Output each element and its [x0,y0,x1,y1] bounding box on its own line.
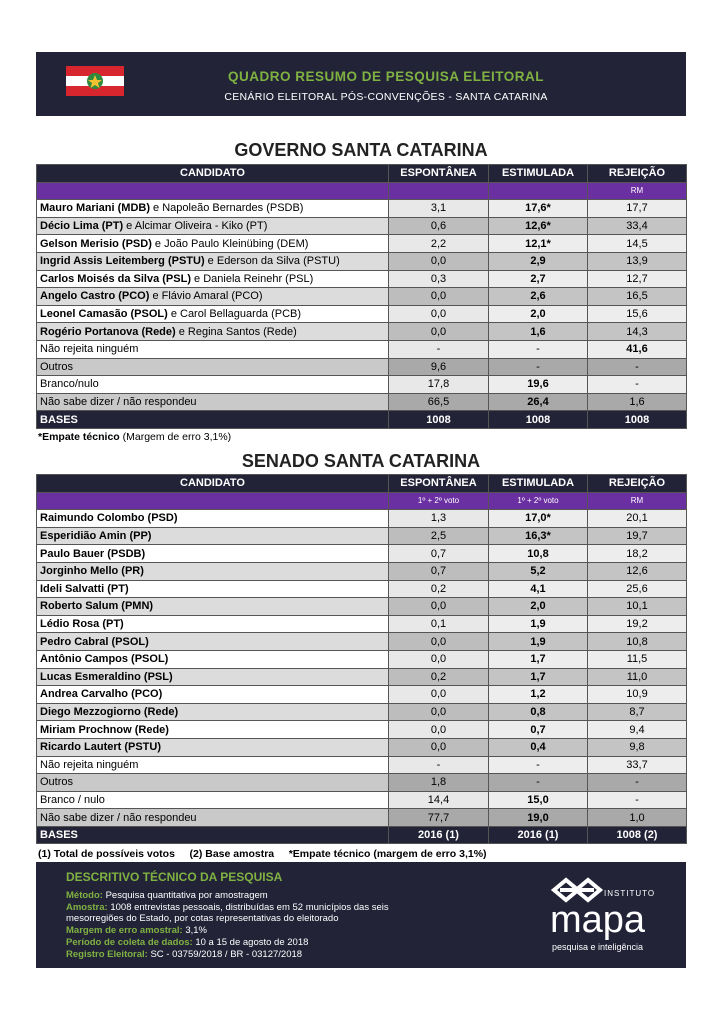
espontanea-value: 0,0 [389,686,489,704]
rejeicao-value: 10,9 [588,686,687,704]
candidate-name [37,510,389,528]
registro-line [66,949,446,960]
espontanea-value: 0,7 [389,562,489,580]
rejeicao-value: 14,3 [588,323,687,341]
table-row [37,809,687,827]
candidate-name-rest: Não rejeita ninguém [40,343,139,356]
metodo-value: Pesquisa quantitativa por amostragem [102,890,268,901]
instituto-mapa-logo [546,874,666,954]
header-candidato: CANDIDATO [37,165,389,183]
table-row [37,668,687,686]
espontanea-value: - [389,340,489,358]
senado-section-title: SENADO SANTA CATARINA [241,451,481,471]
registro-value: SC - 03759/2018 / BR - 03127/2018 [147,949,303,960]
candidate-name [37,358,389,376]
estimulada-value: - [489,774,588,792]
espontanea-value: 0,0 [389,288,489,306]
candidate-name [37,340,389,358]
candidate-name [37,580,389,598]
estimulada-value: 1,6 [489,323,588,341]
rejeicao-value: 13,9 [588,252,687,270]
espontanea-value: 0,0 [389,738,489,756]
espontanea-value: 9,6 [389,358,489,376]
candidate-name-bold: Diego Mezzogiorno (Rede) [40,706,179,719]
candidate-name [37,217,389,235]
table-row [37,774,687,792]
subheader-cell [37,492,389,510]
technical-description [36,862,686,968]
candidate-name-bold: Ideli Salvatti (PT) [40,582,129,595]
table-row [37,756,687,774]
candidate-name [37,756,389,774]
rejeicao-value: 1,6 [588,393,687,411]
rejeicao-value: 19,2 [588,615,687,633]
bases-rejeicao: 1008 (2) [588,826,687,844]
candidate-name-rest: Branco / nulo [40,793,105,806]
candidate-name-bold: Lucas Esmeraldino (PSL) [40,670,173,683]
estimulada-value: 1,7 [489,668,588,686]
candidate-name [37,703,389,721]
estimulada-value: 16,3* [489,527,588,545]
estimulada-value: 12,1* [489,235,588,253]
rejeicao-value: 9,8 [588,738,687,756]
table-row [37,288,687,306]
table-row [37,340,687,358]
estimulada-value: 1,9 [489,615,588,633]
table-row [37,358,687,376]
table-row [37,200,687,218]
candidate-name-rest: Outros [40,776,74,789]
candidate-name [37,774,389,792]
rejeicao-value: 15,6 [588,305,687,323]
espontanea-value: 66,5 [389,393,489,411]
rejeicao-value: - [588,774,687,792]
table-row [37,527,687,545]
espontanea-value: 14,4 [389,791,489,809]
candidate-name [37,686,389,704]
estimulada-value: 4,1 [489,580,588,598]
candidate-name-bold: Miriam Prochnow (Rede) [40,723,169,736]
subheader-cell: RM [588,492,687,510]
logo-small-text: INSTITUTO [604,889,656,898]
candidate-name [37,252,389,270]
candidate-name-bold: Paulo Bauer (PSDB) [40,547,146,560]
registro-key: Registro Eleitoral: [66,949,148,960]
estimulada-value: 2,0 [489,598,588,616]
logo-name: mapa [550,899,646,941]
candidate-name [37,650,389,668]
table-row [37,376,687,394]
rejeicao-value: 33,4 [588,217,687,235]
candidate-name-rest: e Flávio Amaral (PCO) [149,290,263,303]
metodo-line [66,890,446,901]
estimulada-value: 2,9 [489,252,588,270]
candidate-name-rest: Não sabe dizer / não respondeu [40,396,197,409]
amostra-value: 1008 entrevistas pessoais, distribuídas em 52 municípios das seis mesorregiões do Estado, por cotas representativas do eleitorado [66,902,389,924]
periodo-key: Período de coleta de dados: [66,937,193,948]
bases-row [37,411,687,429]
estimulada-value: 0,8 [489,703,588,721]
rejeicao-value: 25,6 [588,580,687,598]
report-subtitle: CENÁRIO ELEITORAL PÓS-CONVENÇÕES - SANTA CATARINA [224,91,548,103]
header-estimulada: ESTIMULADA [489,475,588,493]
candidate-name-rest: Outros [40,360,74,373]
rejeicao-value: 17,7 [588,200,687,218]
bases-espontanea: 1008 [389,411,489,429]
estimulada-value: 2,7 [489,270,588,288]
governo-table [36,164,687,429]
note-text: (Margem de erro 3,1%) [119,431,232,443]
header-rejeicao: REJEIÇÃO [588,165,687,183]
candidate-name-bold: Pedro Cabral (PSOL) [40,635,149,648]
rejeicao-value: 16,5 [588,288,687,306]
amostra-key: Amostra: [66,902,108,913]
candidate-name [37,738,389,756]
candidate-name-bold: Leonel Camasão (PSOL) [40,308,168,321]
table-row [37,323,687,341]
candidate-name-bold: Ingrid Assis Leitemberg (PSTU) [40,255,205,268]
candidate-name-bold: Esperidião Amin (PP) [40,530,152,543]
header-estimulada: ESTIMULADA [489,165,588,183]
subheader-cell: RM [588,182,687,200]
espontanea-value: 0,2 [389,668,489,686]
rejeicao-value: 20,1 [588,510,687,528]
table-row [37,217,687,235]
estimulada-value: 26,4 [489,393,588,411]
amostra-line [66,902,446,924]
table-row [37,721,687,739]
espontanea-value: 17,8 [389,376,489,394]
candidate-name [37,668,389,686]
table-row [37,510,687,528]
espontanea-value: 1,3 [389,510,489,528]
rejeicao-value: 11,5 [588,650,687,668]
candidate-name-rest: e João Paulo Kleinübing (DEM) [151,237,309,250]
rejeicao-value: 11,0 [588,668,687,686]
candidate-name-rest: e Napoleão Bernardes (PSDB) [150,202,304,215]
candidate-name-rest: Não sabe dizer / não respondeu [40,811,197,824]
description-title: DESCRITIVO TÉCNICO DA PESQUISA [66,870,283,884]
table-row [37,615,687,633]
espontanea-value: - [389,756,489,774]
candidate-name [37,633,389,651]
estimulada-value: 5,2 [489,562,588,580]
estimulada-value: - [489,756,588,774]
candidate-name-rest: e Regina Santos (Rede) [175,325,297,338]
rejeicao-value: 14,5 [588,235,687,253]
espontanea-value: 0,6 [389,217,489,235]
espontanea-value: 0,0 [389,305,489,323]
candidate-name-bold: Antônio Campos (PSOL) [40,653,169,666]
bases-label: BASES [37,826,389,844]
estimulada-value: 1,2 [489,686,588,704]
estimulada-value: 0,7 [489,721,588,739]
rejeicao-value: 19,7 [588,527,687,545]
senado-table-body [37,510,687,844]
bases-estimulada: 2016 (1) [489,826,588,844]
estimulada-value: 19,0 [489,809,588,827]
governo-table-body [37,200,687,429]
rejeicao-value: 9,4 [588,721,687,739]
table-row [37,791,687,809]
bases-label: BASES [37,411,389,429]
estimulada-value: - [489,358,588,376]
estimulada-value: - [489,340,588,358]
candidate-name [37,809,389,827]
candidate-name-bold: Roberto Salum (PMN) [40,600,154,613]
report-title: QUADRO RESUMO DE PESQUISA ELEITORAL [227,69,545,84]
espontanea-value: 3,1 [389,200,489,218]
espontanea-value: 2,2 [389,235,489,253]
rejeicao-value: - [588,358,687,376]
estimulada-value: 19,6 [489,376,588,394]
candidate-name-bold: Rogério Portanova (Rede) [40,325,176,338]
candidate-name-bold: Raimundo Colombo (PSD) [40,512,178,525]
table-row [37,633,687,651]
estimulada-value: 17,6* [489,200,588,218]
note-bold: *Empate técnico [38,431,120,443]
candidate-name [37,545,389,563]
candidate-name-bold: Décio Lima (PT) [40,220,124,233]
table-row [37,738,687,756]
candidate-name-rest: e Carol Bellaguarda (PCB) [167,308,302,321]
table-row [37,393,687,411]
periodo-line [66,937,446,948]
espontanea-value: 0,2 [389,580,489,598]
rejeicao-value: 10,8 [588,633,687,651]
candidate-name [37,200,389,218]
rejeicao-value: 10,1 [588,598,687,616]
table-row [37,562,687,580]
header-banner [36,52,686,116]
table-row [37,703,687,721]
rejeicao-value: 41,6 [588,340,687,358]
rejeicao-value: 8,7 [588,703,687,721]
candidate-name [37,791,389,809]
espontanea-value: 0,0 [389,633,489,651]
bases-espontanea: 2016 (1) [389,826,489,844]
espontanea-value: 0,0 [389,703,489,721]
table-row [37,235,687,253]
logo-tagline: pesquisa e inteligência [552,942,644,952]
bases-estimulada: 1008 [489,411,588,429]
bases-rejeicao: 1008 [588,411,687,429]
table-row [37,270,687,288]
candidate-name-rest: e Alcimar Oliveira - Kiko (PT) [123,220,268,233]
metodo-key: Método: [66,890,103,901]
estimulada-value: 17,0* [489,510,588,528]
estimulada-value: 1,9 [489,633,588,651]
candidate-name-rest: Branco/nulo [40,378,99,391]
table-row [37,305,687,323]
rejeicao-value: 33,7 [588,756,687,774]
bases-row [37,826,687,844]
candidate-name-bold: Angelo Castro (PCO) [40,290,150,303]
espontanea-value: 1,8 [389,774,489,792]
candidate-name-bold: Mauro Mariani (MDB) [40,202,150,215]
header-rejeicao: REJEIÇÃO [588,475,687,493]
espontanea-value: 0,0 [389,598,489,616]
candidate-name-bold: Gelson Merisio (PSD) [40,237,152,250]
espontanea-value: 0,0 [389,721,489,739]
candidate-name-rest: e Daniela Reinehr (PSL) [191,272,314,285]
candidate-name-bold: Jorginho Mello (PR) [40,565,144,578]
margem-key: Margem de erro amostral: [66,925,183,936]
table-row [37,545,687,563]
governo-section-title: GOVERNO SANTA CATARINA [234,140,488,160]
candidate-name [37,721,389,739]
candidate-name [37,323,389,341]
candidate-name [37,527,389,545]
senado-note: (1) Total de possíveis votos (2) Base amostra *Empate técnico (margem de erro 3,1%) [38,848,487,860]
subheader-cell: 1º + 2º voto [389,492,489,510]
estimulada-value: 2,0 [489,305,588,323]
espontanea-value: 0,0 [389,323,489,341]
candidate-name [37,270,389,288]
espontanea-value: 77,7 [389,809,489,827]
candidate-name [37,288,389,306]
estimulada-value: 0,4 [489,738,588,756]
rejeicao-value: 18,2 [588,545,687,563]
espontanea-value: 0,1 [389,615,489,633]
table-row [37,598,687,616]
subheader-cell [37,182,389,200]
candidate-name-bold: Ricardo Lautert (PSTU) [40,741,162,754]
table-row [37,650,687,668]
rejeicao-value: - [588,376,687,394]
table-row [37,686,687,704]
candidate-name-rest: e Ederson da Silva (PSTU) [204,255,340,268]
margem-value: 3,1% [182,925,207,936]
rejeicao-value: 12,6 [588,562,687,580]
rejeicao-value: 1,0 [588,809,687,827]
senado-table [36,474,687,844]
estimulada-value: 15,0 [489,791,588,809]
subheader-cell [389,182,489,200]
espontanea-value: 0,7 [389,545,489,563]
header-espontanea: ESPONTÂNEA [389,165,489,183]
espontanea-value: 0,0 [389,252,489,270]
header-candidato: CANDIDATO [37,475,389,493]
candidate-name [37,598,389,616]
candidate-name [37,376,389,394]
espontanea-value: 0,0 [389,650,489,668]
estimulada-value: 12,6* [489,217,588,235]
estimulada-value: 2,6 [489,288,588,306]
estimulada-value: 1,7 [489,650,588,668]
subheader-cell [489,182,588,200]
periodo-value: 10 a 15 de agosto de 2018 [192,937,309,948]
candidate-name [37,393,389,411]
rejeicao-value: 12,7 [588,270,687,288]
candidate-name-bold: Andrea Carvalho (PCO) [40,688,163,701]
candidate-name [37,562,389,580]
header-espontanea: ESPONTÂNEA [389,475,489,493]
table-row [37,580,687,598]
candidate-name [37,235,389,253]
governo-note [38,431,231,443]
estimulada-value: 10,8 [489,545,588,563]
rejeicao-value: - [588,791,687,809]
margem-line [66,925,446,936]
espontanea-value: 0,3 [389,270,489,288]
candidate-name-bold: Lédio Rosa (PT) [40,618,124,631]
espontanea-value: 2,5 [389,527,489,545]
candidate-name-bold: Carlos Moisés da Silva (PSL) [40,272,191,285]
candidate-name-rest: Não rejeita ninguém [40,758,139,771]
table-row [37,252,687,270]
candidate-name [37,305,389,323]
candidate-name [37,615,389,633]
subheader-cell: 1º + 2º voto [489,492,588,510]
